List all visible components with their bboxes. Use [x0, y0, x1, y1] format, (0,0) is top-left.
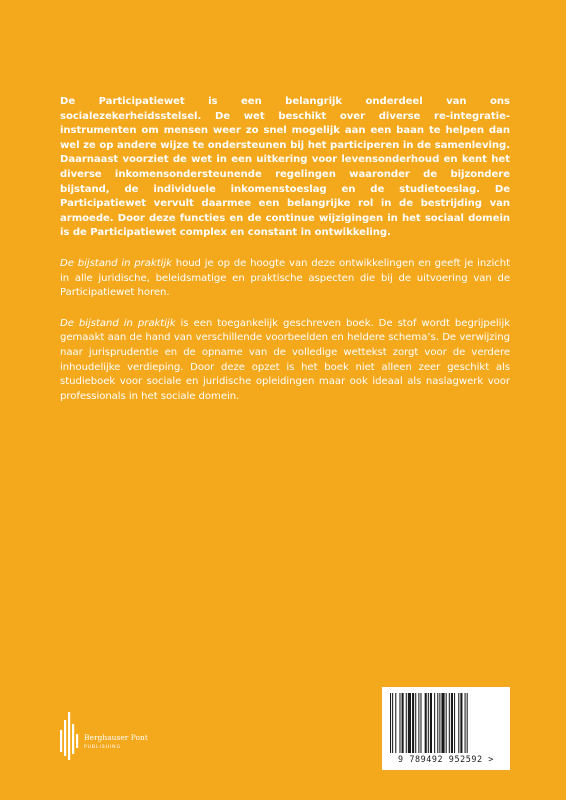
intro-paragraph: De Participatiewet is een belangrijk onderdeel van ons socialezekerheidsstelsel. De wet beschikt over diverse re-integratie-instrumenten om mensen weer zo snel mogelijk aan een baan te helpen dan wel ze op andere wijze te ondersteunen bij het participeren in de samenleving. Daarnaast voorziet de wet in een uitkering voor levensonderhoud en kent het diverse inkomensondersteunende regelingen waaronder de bijzondere bijstand, de individuele inkomenstoeslag en de studietoeslag. De Participatiewet vervult daarmee een belangrijke rol in de bestrijding van armoede. Door deze functies en de continue wijzigingen in het sociaal domein is de Participatiewet complex en constant in ontwikkeling. [60, 96, 510, 239]
berghauser-pont-logo-icon [60, 712, 80, 760]
third-paragraph-text: is een toegankelijk geschreven boek. De stof wordt begrijpelijk gemaakt aan de hand van verschillende voorbeelden en heldere schema’s. De verwijzing naar jurisprudentie en de opname van de volledige wettekst zorgt voor de verdere inhoudelijke verdieping. Door deze opzet is het boek niet alleen zeer geschikt als studieboek voor sociale en juridische opleidingen maar ook ideaal als naslagwerk voor professionals in het sociale domein. [60, 317, 510, 402]
book-title-italic: De bijstand in praktijk [60, 317, 176, 329]
publisher-subtitle: PUBLISHING [84, 745, 121, 750]
second-paragraph [60, 257, 510, 301]
back-cover-blurb [60, 95, 510, 420]
publisher-logo [60, 712, 180, 760]
isbn-barcode [382, 687, 510, 770]
second-paragraph-text: houd je op de hoogte van deze ontwikkelingen en geeft je inzicht in alle juridische, beleidsmatige en praktische aspecten die bij de uitvoering van de Participatiewet horen. [60, 257, 510, 299]
third-paragraph [60, 317, 510, 405]
publisher-name: Berghauser Pont [84, 733, 148, 742]
book-title-italic: De bijstand in praktijk [60, 257, 172, 269]
barcode-icon [388, 693, 504, 753]
isbn-digits: 9 789492 952592 > [398, 754, 494, 764]
